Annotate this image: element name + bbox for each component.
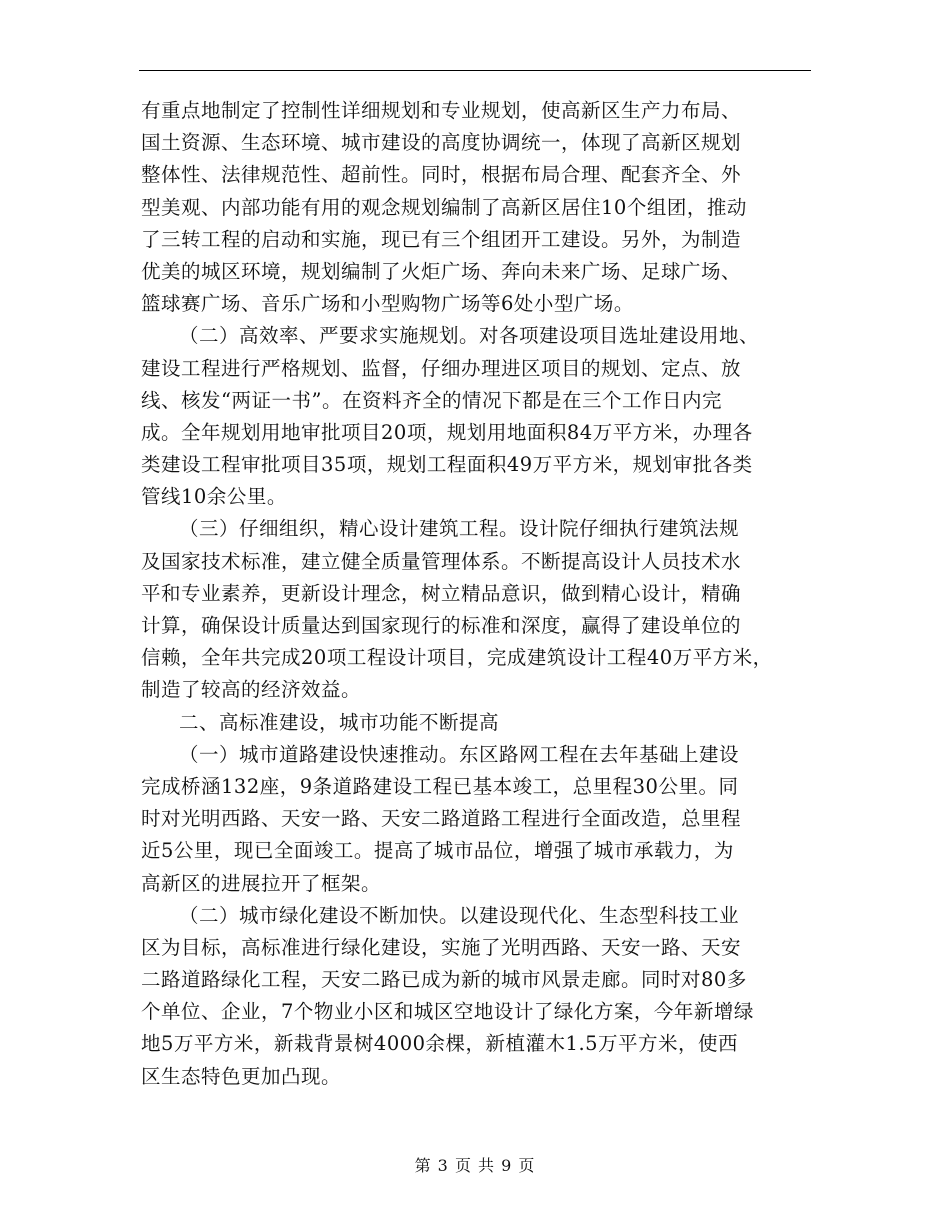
paragraph-start-line: （二）高效率、严要求实施规划。对各项建设项目选址建设用地、 bbox=[179, 324, 760, 348]
text-line: 管线10余公里。 bbox=[141, 485, 287, 509]
text-line: 平和专业素养，更新设计理念，树立精品意识，做到精心设计，精确 bbox=[141, 581, 742, 605]
text-line: 地5万平方米，新栽背景树4000余棵，新植灌木1.5万平方米，使西 bbox=[141, 1032, 739, 1056]
text-line: 类建设工程审批项目35项，规划工程面积49万平方米，规划审批各类 bbox=[141, 453, 753, 477]
text-line: 计算，确保设计质量达到国家现行的标准和深度，赢得了建设单位的 bbox=[141, 614, 742, 637]
paragraph-start-line: （二）城市绿化建设不断加快。以建设现代化、生态型科技工业 bbox=[179, 903, 740, 927]
text-line: 成。全年规划用地审批项目20项，规划用地面积84万平方米，办理各 bbox=[141, 420, 753, 444]
text-line: 区生态特色更加凸现。 bbox=[141, 1064, 342, 1088]
text-line: 国土资源、生态环境、城市建设的高度协调统一，体现了高新区规划 bbox=[141, 131, 742, 155]
text-line: 个单位、企业，7个物业小区和城区空地设计了绿化方案，今年新增绿 bbox=[141, 1000, 754, 1024]
text-line: 建设工程进行严格规划、监督，仔细办理进区项目的规划、定点、放 bbox=[141, 356, 742, 380]
text-line: 信赖，全年共完成20项工程设计项目，完成建筑设计工程40万平方米， bbox=[141, 646, 773, 670]
header-rule bbox=[139, 70, 811, 71]
text-line: 篮球赛广场、音乐广场和小型购物广场等6处小型广场。 bbox=[141, 292, 634, 316]
text-line: 优美的城区环境，规划编制了火炬广场、奔向未来广场、足球广场、 bbox=[141, 259, 742, 283]
text-line: 区为目标，高标准进行绿化建设，实施了光明西路、天安一路、天安 bbox=[141, 935, 742, 959]
text-line: 及国家技术标准，建立健全质量管理体系。不断提高设计人员技术水 bbox=[141, 549, 742, 573]
text-line: 高新区的进展拉开了框架。 bbox=[141, 871, 382, 895]
document-body bbox=[141, 95, 826, 1093]
text-line: 近5公里，现已全面竣工。提高了城市品位，增强了城市承载力，为 bbox=[141, 839, 734, 863]
paragraph-start-line: （一）城市道路建设快速推动。东区路网工程在去年基础上建设 bbox=[179, 742, 740, 766]
page-number-footer: 第 3 页 共 9 页 bbox=[414, 1156, 536, 1175]
text-line: 有重点地制定了控制性详细规划和专业规划，使高新区生产力布局、 bbox=[141, 99, 742, 122]
text-line: 了三转工程的启动和实施，现已有三个组团开工建设。另外，为制造 bbox=[141, 227, 742, 251]
text-line: 整体性、法律规范性、超前性。同时，根据布局合理、配套齐全、外 bbox=[141, 163, 742, 187]
text-line: 型美观、内部功能有用的观念规划编制了高新区居住10个组团，推动 bbox=[141, 195, 747, 219]
text-line: 时对光明西路、天安一路、天安二路道路工程进行全面改造，总里程 bbox=[141, 807, 742, 831]
section-heading: 二、高标准建设，城市功能不断提高 bbox=[179, 710, 500, 734]
text-line: 完成桥涵132座，9条道路建设工程已基本竣工，总里程30公里。同 bbox=[141, 774, 739, 798]
text-line: 二路道路绿化工程，天安二路已成为新的城市风景走廊。同时对80多 bbox=[141, 968, 747, 992]
paragraph-start-line: （三）仔细组织，精心设计建筑工程。设计院仔细执行建筑法规 bbox=[179, 517, 740, 541]
text-line: 制造了较高的经济效益。 bbox=[141, 678, 362, 702]
text-line: 线、核发“两证一书”。在资料齐全的情况下都是在三个工作日内完 bbox=[141, 388, 722, 412]
